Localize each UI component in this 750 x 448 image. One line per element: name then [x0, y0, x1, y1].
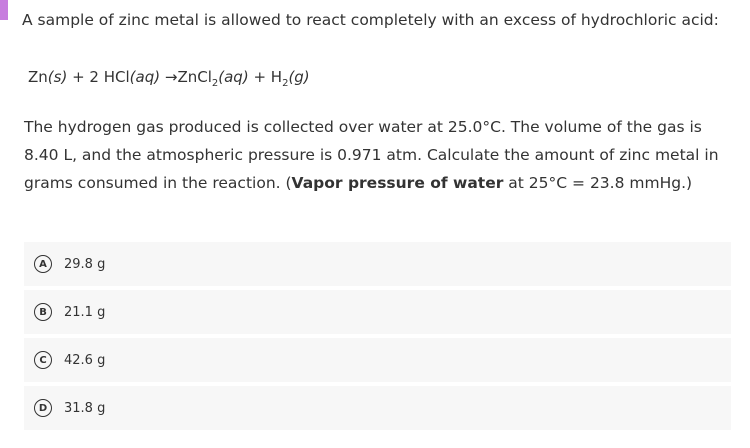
- option-b[interactable]: [24, 290, 731, 334]
- option-c-text: 42.6 g: [64, 352, 106, 368]
- problem-text-part1: The hydrogen gas produced is collected over water at 25.0°C. The volume of the gas is 8.40 L, and the atmospheric pressure is 0.971 atm. Calculate the amount of zinc metal in grams consumed in the reaction. (: [24, 118, 719, 192]
- option-a-letter-icon: A: [34, 255, 52, 273]
- option-b-text: 21.1 g: [64, 304, 106, 320]
- eq-zncl-sub: 2: [211, 78, 219, 89]
- eq-h-sub: 2: [282, 78, 289, 89]
- eq-zncl: ZnCl: [177, 68, 212, 86]
- question-marker: [0, 0, 8, 20]
- eq-zncl-state: (aq): [218, 68, 249, 86]
- problem-text-part2: at 25°C = 23.8 mmHg.): [503, 174, 693, 192]
- option-a[interactable]: [24, 242, 731, 286]
- problem-text-bold: Vapor pressure of water: [291, 174, 504, 192]
- eq-hcl-state: (aq): [129, 68, 161, 86]
- option-c[interactable]: [24, 338, 731, 382]
- option-a-text: 29.8 g: [64, 256, 106, 272]
- option-d-text: 31.8 g: [64, 400, 106, 416]
- option-c-letter-icon: C: [34, 351, 52, 369]
- problem-text: [24, 113, 736, 197]
- eq-zn: Zn: [28, 68, 48, 86]
- eq-hcl: + 2 HCl: [67, 68, 130, 86]
- eq-zn-state: (s): [47, 68, 68, 86]
- question-intro: A sample of zinc metal is allowed to react completely with an excess of hydrochloric acid:: [22, 11, 719, 29]
- option-d-letter-icon: D: [34, 399, 52, 417]
- option-d[interactable]: [24, 386, 731, 430]
- chemical-equation: [28, 65, 310, 89]
- eq-h-state: (g): [288, 68, 310, 86]
- eq-arrow: →: [160, 68, 178, 86]
- eq-h: + H: [248, 68, 283, 86]
- option-b-letter-icon: B: [34, 303, 52, 321]
